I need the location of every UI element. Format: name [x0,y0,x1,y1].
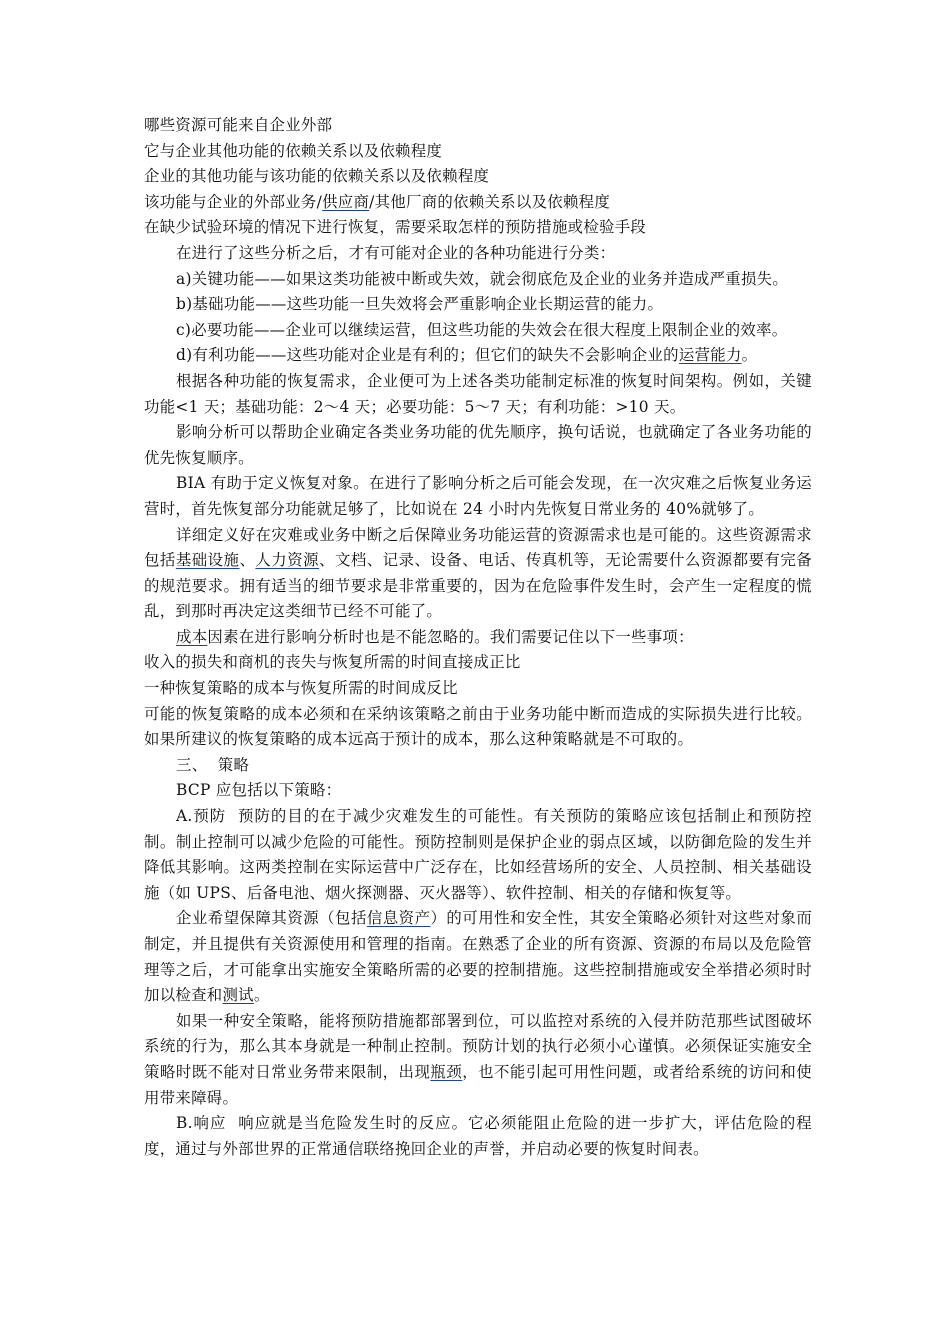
list-item: 哪些资源可能来自企业外部 [144,116,333,134]
paragraph-response: B.响应 响应就是当危险发生时的反应。它必须能阻止危险的进一步扩大，评估危险的程度，通过与外部世界的正常通信联络挽回企业的声誉，并启动必要的恢复时间表。 [144,1114,812,1158]
paragraph-basic-function: b)基础功能——这些功能一旦失效将会严重影响企业长期运营的能力。 [176,295,664,314]
text-run: 该功能与企业的外部业务/ [144,192,323,211]
paragraph-compare: 可能的恢复策略的成本必须和在采纳该策略之前由于业务功能中断而造成的实际损失进行比较。如果所建议的恢复策略的成本远高于预计的成本，那么这种策略就是不可取的。 [144,704,812,749]
link-operating-capacity[interactable]: 运营能力 [678,346,742,365]
text-run: 、 [239,551,256,570]
list-item: 它与企业其他功能的依赖关系以及依赖程度 [144,141,443,160]
paragraph-critical-function: a)关键功能——如果这类功能被中断或失效，就会彻底危及企业的业务并造成严重损失。 [176,269,789,288]
text-run: d)有利功能——这些功能对企业是有利的；但它们的缺失不会影响企业的 [176,346,679,365]
section-heading: 三、 策略 [176,755,250,774]
list-item: 收入的损失和商机的丧失与恢复所需的时间直接成正比 [144,653,521,672]
text-run: ）的可用性和安全性，其安全策略必须针对这些对象而制定，并且提供有关资源使用和管理的指南。在熟悉了企业的所有资源、资源的布局以及危险管理等之后，才可能拿出实施安全策略所需的必要的控制措施。这些控制措施或安全举措必须时时加以检查和 [144,909,813,1005]
paragraph-classify-intro: 在进行了这些分析之后，才有可能对企业的各种功能进行分类： [176,243,616,262]
paragraph-necessary-function: c)必要功能——企业可以继续运营，但这些功能的失效会在很大程度上限制企业的效率。 [176,320,788,339]
list-item: 在缺少试验环境的情况下进行恢复，需要采取怎样的预防措施或检验手段 [144,218,647,237]
paragraph-recovery-time: 根据各种功能的恢复需求，企业便可为上述各类功能制定标准的恢复时间架构。例如，关键功能<1 天；基础功能：2～4 天；必要功能：5～7 天；有利功能：>10 天。 [144,371,812,416]
text-run: 、文档、记录、设备、电话、传真机等，无论需要什么资源都要有完备的规范要求。拥有适当的细节要求是非常重要的，因为在危险事件发生时，会产生一定程度的慌乱，到那时再决定这类细节已经不可能了。 [144,551,812,621]
paragraph-security [144,906,812,1008]
paragraph-bia: BIA 有助于定义恢复对象。在进行了影响分析之后可能会发现，在一次灾难之后恢复业务运营时，首先恢复部分功能就足够了，比如说在 24 小时内先恢复日常业务的 40%就够了。 [144,474,812,518]
text-run: 详细定义好在灾难或业务中断之后保障业务功能运营的资源需求也是可能的。这些资源需求包括 [144,525,812,570]
text-run: 因素在进行影响分析时也是不能忽略的。我们需要记住以下一些事项： [207,627,694,646]
text-run: 如果一种安全策略，能将预防措施都部署到位，可以监控对系统的入侵并防范那些试图破坏系统的行为，那么其本身就是一种制止控制。预防计划的执行必须小心谨慎。必须保证实施安全策略时既不能对日常业务带来限制，出现 [144,1011,812,1081]
paragraph-control [144,1009,812,1111]
paragraph-cost [144,625,812,651]
paragraph-resources [144,523,812,625]
link-information-assets[interactable]: 信息资产 [366,909,431,928]
link-supplier[interactable]: 供应商 [322,192,370,211]
link-testing[interactable]: 测试 [222,986,254,1005]
list-item: 一种恢复策略的成本与恢复所需的时间成反比 [144,679,458,698]
text-run: /其他厂商的依赖关系以及依赖程度 [369,192,611,211]
paragraph-bcp: BCP 应包括以下策略： [176,781,342,800]
link-cost[interactable]: 成本 [176,627,208,646]
paragraph-beneficial-function [144,343,812,369]
list-item [144,190,812,216]
text-run: 。 [741,346,758,365]
link-infrastructure[interactable]: 基础设施 [175,551,240,570]
paragraph-prevention: A.预防 预防的目的在于减少灾难发生的可能性。有关预防的策略应该包括制止和预防控制。制止控制可以减少危险的可能性。预防控制则是保护企业的弱点区域，以防御危险的发生并降低其影响。这两类控制在实际运营中广泛存在，比如经营场所的安全、人员控制、相关基础设施（如 UPS、后备电池、烟火探测器、灭火器等）、软件控制、相关的存储和恢复等。 [144,807,812,902]
paragraph-priority: 影响分析可以帮助企业确定各类业务功能的优先顺序，换句话说，也就确定了各业务功能的优先恢复顺序。 [144,423,812,467]
link-bottleneck[interactable]: 瓶颈 [430,1062,463,1081]
list-item: 企业的其他功能与该功能的依赖关系以及依赖程度 [144,167,490,186]
text-run: 企业希望保障其资源（包括 [176,909,367,928]
text-run: 。 [253,986,270,1005]
link-human-resources[interactable]: 人力资源 [255,551,320,570]
text-run: ，也不能引起可用性问题，或者给系统的访问和使用带来障碍。 [144,1062,812,1107]
